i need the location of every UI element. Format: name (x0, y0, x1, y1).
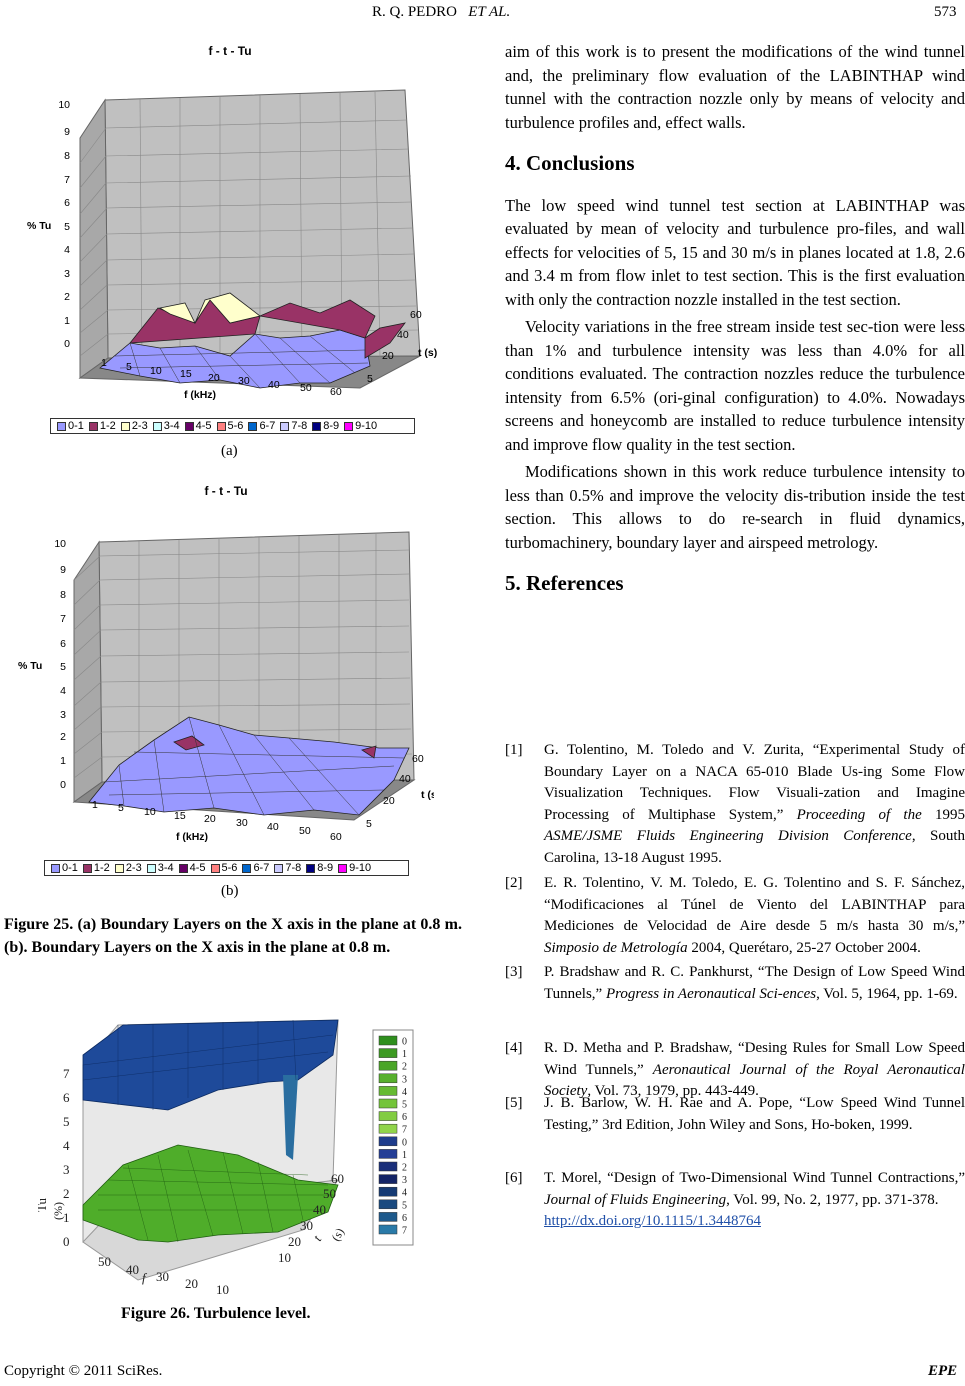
legend-label: 3 (402, 1175, 407, 1187)
reference-ital: Simposio de Metrología (544, 939, 688, 956)
x-tick: 15 (180, 368, 192, 380)
legend-label: 6-7 (259, 420, 276, 432)
legend-label: 7 (402, 1124, 407, 1136)
reference-number: [3] (505, 964, 523, 980)
y-tick: 10 (54, 538, 66, 550)
reference-item (505, 962, 965, 1005)
conclusion-paragraph-1: The low speed wind tunnel test section at LABINTHAP was evaluated by mean of velocity and turbulence pro-files, and wall effects for velocities of 5, 15 and 30 m/s in planes located at 1.8, 2.6 and 3.4 m from flow inlet to test section. This is the first evaluation with only the contraction nozzle installed in the test section. (505, 195, 965, 309)
legend-swatch (121, 422, 130, 431)
z-tick: 40 (313, 1202, 326, 1217)
legend-swatch (379, 1099, 397, 1108)
legend-label: 4-5 (189, 862, 206, 874)
reference-number: [6] (505, 1170, 523, 1186)
legend-swatch (185, 422, 194, 431)
legend-label: 9-10 (349, 862, 372, 874)
reference-pre: E. R. Tolentino, V. M. Toledo, E. G. Tolentino and S. F. Sánchez, “Modificaciones al Túnel de Viento del LABINTHAP para Mediciones de Velocidad de Aire desde 5 m/s hasta 30 m/s,” (544, 875, 965, 934)
legend-item (115, 862, 142, 874)
legend-label: 2 (402, 1162, 407, 1174)
y-tick: 0 (60, 779, 66, 791)
y-tick: 6 (64, 197, 70, 209)
legend-swatch (57, 422, 66, 431)
conclusion-paragraph-2: Velocity variations in the free stream inside test sec-tion were less than 1% and turbulence intensity was less than 4.0% for all conditions evaluated. The contraction nozzles reduce the turbulence intensity from 6.5% (ori-ginal configuration) to 4.0%. Nowadays screens and honeycomb are installed to reduce turbulence intensity and improve flow quality in the test section. (505, 317, 965, 454)
legend-label: 0-1 (68, 420, 84, 432)
x-tick: 30 (236, 817, 248, 829)
z-tick: 5 (366, 818, 372, 830)
x-tick: 10 (216, 1282, 229, 1295)
reference-number: [1] (505, 742, 523, 758)
x-tick: 5 (118, 802, 124, 814)
reference-item (505, 1168, 965, 1233)
section-heading-conclusions: 4. Conclusions (505, 151, 635, 175)
reference-post: , South Carolina, 13-18 August 1995. (544, 828, 965, 866)
legend-swatch (83, 864, 92, 873)
legend-label: 0-1 (62, 862, 78, 874)
legend-label: 9-10 (355, 420, 378, 432)
page-number: 573 (934, 4, 957, 20)
z-tick: 5 (367, 373, 373, 385)
legend-label: 7 (402, 1225, 407, 1237)
legend-label: 1 (402, 1049, 407, 1061)
y-tick: 0 (63, 1234, 70, 1249)
reference-post: 2004, Querétaro, 25-27 October 2004. (687, 939, 921, 956)
x-tick: 30 (156, 1269, 169, 1284)
y-tick: 2 (63, 1186, 70, 1201)
reference-post: , Vol. 5, 1964, pp. 1-69. (816, 985, 958, 1002)
legend-label: 8-9 (323, 420, 340, 432)
x-tick: 5 (126, 361, 132, 373)
y-tick: 2 (60, 731, 66, 743)
x-tick: 50 (98, 1254, 111, 1269)
x-tick: 50 (300, 382, 312, 394)
reference-ital: Journal of Fluids Engineering (544, 1191, 727, 1208)
x-tick: 60 (330, 831, 342, 843)
legend-swatch (379, 1112, 397, 1121)
x-tick: 20 (208, 372, 220, 384)
z-tick: 50 (323, 1186, 336, 1201)
legend-item (211, 862, 238, 874)
reference-ital: Proceeding of the (796, 806, 922, 823)
y-tick: 8 (64, 150, 70, 162)
legend-label: 6-7 (253, 862, 270, 874)
legend-swatch (248, 422, 257, 431)
z-axis-label: t (s (421, 789, 434, 801)
legend-swatch (379, 1036, 397, 1045)
reference-pre: P. Bradshaw and R. C. Pankhurst, “The Design of Low Speed Wind Tunnels,” (544, 964, 965, 1002)
z-tick: 60 (331, 1171, 344, 1186)
z-axis-label: t (s) (418, 347, 438, 359)
figure-25-caption: Figure 25. (a) Boundary Layers on the X axis in the plane at 0.8 m. (b). Boundary Layers on the X axis in the plane at 0.8 m. (4, 916, 462, 956)
legend-label: 2-3 (131, 420, 148, 432)
legend-swatch (379, 1149, 397, 1158)
legend-swatch (89, 422, 98, 431)
legend-label: 0 (402, 1036, 407, 1048)
legend-item (306, 862, 333, 874)
side-wall (80, 100, 108, 378)
x-tick: 20 (185, 1276, 198, 1291)
legend-swatch (274, 864, 283, 873)
fig25a-sublabel: (a) (221, 443, 238, 459)
legend-item (344, 420, 377, 432)
chart-title: f - t - Tu (208, 44, 252, 58)
legend-item (280, 420, 307, 432)
doi-link[interactable]: http://dx.doi.org/10.1115/1.3448764 (544, 1213, 761, 1229)
legend-label: 2-3 (125, 862, 142, 874)
legend-label: 4 (402, 1187, 407, 1199)
y-tick: 0 (64, 338, 70, 350)
y-tick: 7 (60, 613, 66, 625)
reference-ital: Aeronautical Journal of the Royal Aeronautical Society (544, 1061, 965, 1099)
legend-swatch (379, 1212, 397, 1221)
legend-swatch (217, 422, 226, 431)
x-tick: 40 (126, 1262, 139, 1277)
reference-pre: T. Morel, “Design of Two-Dimensional Wind Tunnel Contractions,” (544, 1170, 965, 1186)
reference-text (544, 740, 965, 869)
z-axis-label: t (309, 1232, 325, 1244)
legend-swatch (153, 422, 162, 431)
y-axis-label: % Tu (18, 660, 43, 672)
x-tick: 10 (144, 806, 156, 818)
legend-swatch (179, 864, 188, 873)
legend-label: 1 (402, 1149, 407, 1161)
y-tick: 6 (60, 638, 66, 650)
fig25b-sublabel: (b) (221, 883, 239, 899)
legend-label: 3 (402, 1074, 407, 1086)
footer-copyright: Copyright © 2011 SciRes. (4, 1363, 163, 1379)
section-heading-references: 5. References (505, 571, 624, 595)
y-tick: 5 (60, 661, 66, 673)
y-tick: 3 (60, 709, 66, 721)
y-tick: 9 (60, 564, 66, 576)
intro-paragraph: aim of this work is to present the modifications of the wind tunnel and, the preliminary flow evaluation of the LABINTHAP wind tunnel with the contraction nozzle only by means of velocity and turbulence profiles and, effect walls. (505, 42, 965, 132)
legend-item (338, 862, 371, 874)
y-tick: 4 (63, 1138, 70, 1153)
reference-number: [2] (505, 875, 523, 891)
reference-text (544, 962, 965, 1005)
reference-ital2: ASME/JSME Fluids Engineering Division Conference (544, 828, 912, 844)
z-axis-unit: (s) (328, 1225, 347, 1244)
y-tick: 3 (63, 1162, 70, 1177)
x-tick: 40 (267, 821, 279, 833)
legend-item (217, 420, 244, 432)
y-tick: 3 (64, 268, 70, 280)
figure-25b-chart (14, 480, 434, 880)
z-tick: 40 (399, 773, 411, 785)
z-tick: 60 (410, 309, 422, 321)
legend-swatch (379, 1086, 397, 1095)
legend-swatch (51, 864, 60, 873)
x-axis-label: f (kHz) (175, 831, 209, 843)
reference-text (544, 873, 965, 959)
legend-item (57, 420, 84, 432)
x-tick: 50 (299, 825, 311, 837)
legend-swatch (379, 1225, 397, 1234)
reference-pre: R. D. Metha and P. Bradshaw, “Desing Rules for Small Low Speed Wind Tunnels,” (544, 1040, 965, 1078)
legend-swatch (211, 864, 220, 873)
legend-swatch (115, 864, 124, 873)
y-tick: 7 (64, 174, 70, 186)
figure-25a (20, 38, 440, 438)
reference-post: , Vol. 73, 1979, pp. 443-449. (587, 1083, 759, 1099)
legend-25b (44, 860, 409, 876)
legend-item (179, 862, 206, 874)
legend-label: 7-8 (291, 420, 308, 432)
legend-swatch (280, 422, 289, 431)
header-etal: ET AL. (468, 4, 511, 20)
running-header (372, 4, 510, 21)
z-tick: 20 (288, 1234, 301, 1249)
legend-swatch (379, 1061, 397, 1070)
legend-label: 0 (402, 1137, 407, 1149)
legend-label: 8-9 (317, 862, 334, 874)
y-tick: 8 (60, 589, 66, 601)
legend-label: 1-2 (93, 862, 110, 874)
legend-label: 4-5 (195, 420, 212, 432)
x-tick: 20 (204, 813, 216, 825)
reference-item (505, 740, 965, 869)
legend-swatch (379, 1049, 397, 1058)
legend-label: 5 (402, 1200, 407, 1212)
side-wall (74, 542, 102, 802)
figure-26-caption: Figure 26. Turbulence level. (121, 1305, 311, 1322)
reference-item (505, 873, 965, 959)
legend-swatch (379, 1137, 397, 1146)
x-axis-unit (119, 1293, 150, 1295)
x-axis-label: f (kHz) (183, 389, 217, 401)
legend-item (121, 420, 148, 432)
legend-swatch (242, 864, 251, 873)
y-tick: 1 (60, 755, 66, 767)
legend-swatch (344, 422, 353, 431)
legend-label: 4 (402, 1086, 407, 1098)
footer-journal: EPE (928, 1363, 958, 1379)
body-column (505, 40, 965, 596)
legend-label: 6 (402, 1112, 407, 1124)
figure-26 (38, 980, 423, 1295)
legend-swatch (338, 864, 347, 873)
z-tick: 60 (412, 753, 424, 765)
y-tick: 4 (60, 685, 66, 697)
legend-label: 1-2 (99, 420, 116, 432)
y-tick: 1 (64, 315, 70, 327)
legend-item (51, 862, 78, 874)
legend-label: 3-4 (163, 420, 180, 432)
legend-item (242, 862, 269, 874)
reference-item (505, 1093, 965, 1136)
legend-swatch (306, 864, 315, 873)
y-tick: 10 (58, 99, 70, 111)
x-tick: 10 (150, 365, 162, 377)
x-axis-label: f (142, 1270, 146, 1285)
legend-label: 5-6 (227, 420, 244, 432)
legend-swatch (312, 422, 321, 431)
legend-label: 3-4 (157, 862, 174, 874)
z-tick: 40 (397, 329, 409, 341)
y-axis-label: % Tu (27, 220, 52, 232)
legend-label: 5 (402, 1099, 407, 1111)
legend-swatch (379, 1187, 397, 1196)
z-tick: 30 (300, 1218, 313, 1233)
legend-swatch (147, 864, 156, 873)
legend-label: 5-6 (221, 862, 238, 874)
y-tick: 5 (64, 221, 70, 233)
legend-item (83, 862, 110, 874)
figure-25a-chart (20, 38, 440, 438)
legend-item (89, 420, 116, 432)
reference-post: , Vol. 99, No. 2, 1977, pp. 371-378. (726, 1191, 939, 1208)
y-tick: 4 (64, 244, 70, 256)
header-authors: R. Q. PEDRO (372, 4, 458, 20)
reference-number: [5] (505, 1095, 523, 1111)
legend-swatch (379, 1175, 397, 1184)
reference-mid: 1995 (921, 806, 965, 823)
y-tick: 7 (63, 1066, 70, 1081)
reference-ital: Progress in Aeronautical Sci-ences (605, 985, 817, 1002)
z-tick: 10 (278, 1250, 291, 1265)
x-tick: 15 (174, 810, 186, 822)
y-tick: 2 (64, 291, 70, 303)
y-axis-unit: (%) (51, 1202, 65, 1220)
y-tick: 9 (64, 126, 70, 138)
figure-26-chart (38, 980, 423, 1295)
chart-title: f - t - Tu (204, 484, 248, 498)
legend-label: 6 (402, 1212, 407, 1224)
legend-swatch (379, 1124, 397, 1133)
y-tick: 6 (63, 1090, 70, 1105)
figure-25b (14, 480, 434, 880)
z-tick: 20 (382, 350, 394, 362)
y-tick: 1 (63, 1210, 70, 1225)
reference-number: [4] (505, 1040, 523, 1056)
x-tick: 40 (268, 379, 280, 391)
legend-label: 7-8 (285, 862, 302, 874)
z-tick: 20 (383, 795, 395, 807)
legend-item (312, 420, 339, 432)
legend-swatch (379, 1162, 397, 1171)
legend-swatch (379, 1074, 397, 1083)
legend-25a (50, 418, 415, 434)
legend-item (153, 420, 180, 432)
x-tick: 1 (101, 357, 107, 369)
legend-label: 2 (402, 1061, 407, 1073)
reference-text (544, 1168, 965, 1233)
legend-item (274, 862, 301, 874)
reference-text (544, 1093, 965, 1136)
x-tick: 1 (92, 799, 98, 811)
x-tick: 30 (238, 375, 250, 387)
reference-pre: G. Tolentino, M. Toledo and V. Zurita, “Experimental Study of Boundary Layer on a NACA 65-010 Blade Us-ing Some Flow Visualization Techniques. Flow Visuali-zation and Imagine Processing of Multiphase System,” (544, 742, 965, 823)
legend-item (248, 420, 275, 432)
legend-swatch (379, 1200, 397, 1209)
y-axis-label: Tu (38, 1198, 49, 1212)
x-tick: 60 (330, 386, 342, 398)
conclusion-paragraph-3: Modifications shown in this work reduce turbulence intensity to less than 0.5% and improve the velocity dis-tribution inside the test section. This allows to do re-search in fluid dynamics, turbomachinery, boundary layer and airspeed metrology. (505, 462, 965, 552)
legend-item (185, 420, 212, 432)
y-tick: 5 (63, 1114, 70, 1129)
reference-pre: J. B. Barlow, W. H. Rae and A. Pope, “Low Speed Wind Tunnel Testing,” 3rd Edition, John Wiley and Sons, Ho-boken, 1999. (544, 1095, 965, 1133)
legend-item (147, 862, 174, 874)
